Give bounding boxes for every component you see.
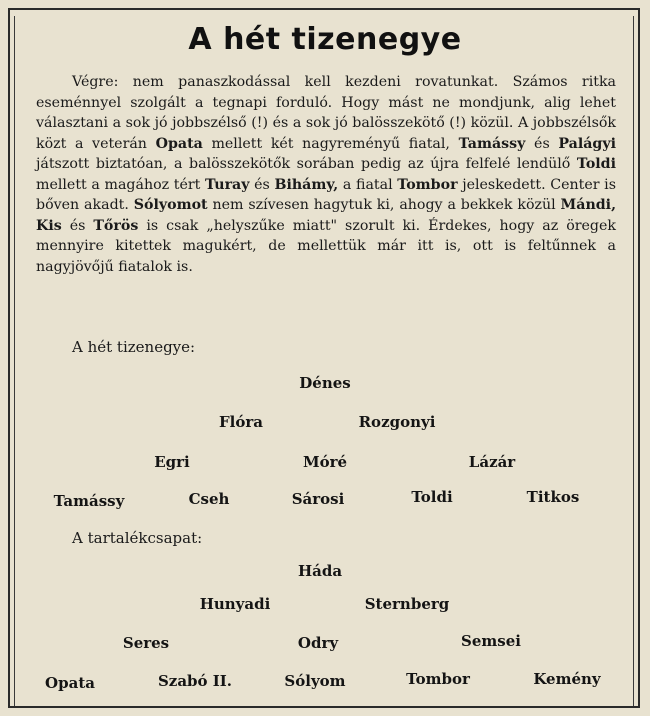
team-forward: Toldi (411, 488, 453, 506)
team-forward: Tamássy (53, 492, 125, 510)
player-mention: Toldi (576, 156, 616, 172)
reserve-back-left: Hunyadi (199, 595, 271, 613)
team-half-right: Lázár (468, 453, 516, 471)
team-forward: Titkos (526, 488, 580, 506)
reserve-goalkeeper: Háda (297, 562, 343, 580)
reserve-half-left: Seres (122, 634, 170, 652)
player-mention: Palágyi (558, 135, 616, 152)
article-body (36, 72, 616, 277)
team-forward: Cseh (188, 490, 230, 508)
reserve-forward: Sólyom (284, 672, 346, 690)
article-title: A hét tizenegye (188, 22, 462, 57)
player-mention: Tombor (397, 176, 458, 193)
reserve-back-right: Sternberg (364, 595, 450, 613)
team-half-center: Móré (302, 453, 348, 471)
team-back-left: Flóra (219, 413, 263, 431)
reserve-forward: Szabó II. (157, 672, 233, 690)
reserve-forward: Kemény (533, 670, 601, 688)
reserve-forward: Opata (45, 674, 95, 692)
team-half-left: Egri (154, 453, 190, 471)
article-text: és (61, 217, 94, 234)
article-text: jeleskedett. Center is bőven akadt. (36, 176, 616, 213)
player-mention: Tamássy (458, 135, 526, 152)
player-mention: Tőrös (93, 217, 139, 234)
player-mention: Opata (155, 135, 203, 152)
article-text: mellett a magához tért (36, 176, 205, 193)
article-text: nem szívesen hagytuk ki, ahogy a bekkek közül (207, 197, 561, 213)
team-heading: A hét tizenegye: (72, 338, 196, 356)
reserve-half-center: Odry (297, 634, 339, 652)
reserve-heading: A tartalékcsapat: (72, 529, 203, 547)
reserve-forward: Tombor (406, 670, 470, 688)
article-text: és (525, 135, 559, 152)
player-mention: Bihámy, (274, 176, 339, 193)
player-mention: Turay (205, 176, 250, 193)
team-forward: Sárosi (291, 490, 345, 508)
article-text: mellett két nagyreményű fiatal, (202, 135, 459, 152)
reserve-half-right: Semsei (461, 632, 521, 650)
article-text: játszott biztatóan, a balösszekötők sorában pedig az újra felfelé lendülő (36, 156, 577, 172)
team-back-right: Rozgonyi (358, 413, 436, 431)
article-text: a fiatal (338, 176, 398, 193)
player-mention: Mándi, Kis (36, 197, 617, 234)
article-text: is csak „helyszűke miatt" szorult ki. Érdekes, hogy az öregek mennyire kitettek magukért, de mellettük már itt is, ott is feltűnnek a nagyjövőjű fiatalok is. (36, 217, 616, 275)
article-text: Végre: nem panaszkodással kell kezdeni rovatunkat. Számos ritka eseménnyel szolgált a tegnapi forduló. Hogy mást ne mondjunk, alig lehet választani a sok jó jobbszélső (!) és a sok jó balösszekötő (!) közül. A jobbszélsők közt a veterán (36, 74, 616, 152)
article-text: és (249, 176, 275, 193)
player-mention: Sólyomot (133, 197, 208, 213)
team-goalkeeper: Dénes (299, 374, 351, 392)
